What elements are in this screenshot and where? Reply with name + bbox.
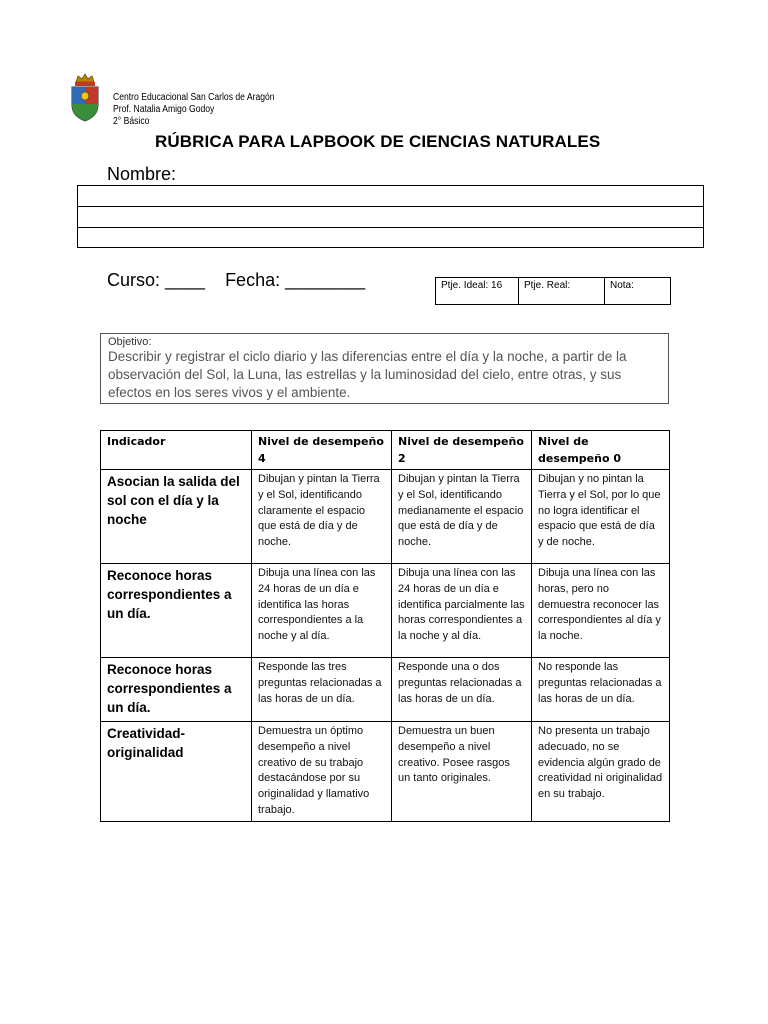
header-nivel-4: Nivel de desempeño 4 (252, 431, 392, 470)
header-indicador: Indicador (101, 431, 252, 470)
objective-box (100, 333, 669, 404)
header-nivel-2: Nivel de desempeño 2 (392, 431, 532, 470)
level-0-cell: Dibuja una línea con las horas, pero no demuestra reconocer las correspondientes al día y la noche. (532, 564, 670, 658)
level-4-cell: Responde las tres preguntas relacionadas a las horas de un día. (252, 658, 392, 722)
rubric-table (100, 430, 670, 822)
level-2-cell: Dibuja una línea con las 24 horas de un día e identifica parcialmente las horas correspondientes a la noche y al día. (392, 564, 532, 658)
indicator-cell: Reconoce horas correspondientes a un día. (101, 658, 252, 722)
rubric-header-row (101, 431, 670, 470)
level-4-cell: Dibujan y pintan la Tierra y el Sol, identificando claramente el espacio que está de día y de noche. (252, 470, 392, 564)
teacher-name: Prof. Natalia Amigo Godoy (113, 104, 215, 115)
name-line-1[interactable] (78, 186, 703, 207)
level-0-cell: No presenta un trabajo adecuado, no se evidencia algún grado de creatividad ni originalidad en su trabajo. (532, 722, 670, 822)
objective-text: Describir y registrar el ciclo diario y las diferencias entre el día y la noche, a partir de la observación del Sol, la Luna, las estrellas y la luminosidad del cielo, entre otras, y sus efectos en los seres vivos y el ambiente. (108, 349, 627, 400)
grade-level: 2° Básico (113, 116, 150, 127)
school-crest-icon (68, 72, 102, 124)
school-info (113, 92, 275, 128)
table-row (101, 658, 670, 722)
level-4-cell: Dibuja una línea con las 24 horas de un día e identifica las horas correspondientes a la noche y al día. (252, 564, 392, 658)
table-row (101, 564, 670, 658)
level-0-cell: No responde las preguntas relacionadas a las horas de un día. (532, 658, 670, 722)
page-title: RÚBRICA PARA LAPBOOK DE CIENCIAS NATURALES (155, 132, 601, 151)
school-name: Centro Educacional San Carlos de Aragón (113, 92, 275, 103)
nombre-label: Nombre: (107, 164, 177, 184)
level-2-cell: Responde una o dos preguntas relacionadas a las horas de un día. (392, 658, 532, 722)
table-row (101, 470, 670, 564)
score-nota[interactable]: Nota: (610, 280, 634, 291)
score-box (435, 277, 671, 305)
level-2-cell: Dibujan y pintan la Tierra y el Sol, identificando medianamente el espacio que está de día y de noche. (392, 470, 532, 564)
level-2-cell: Demuestra un buen desempeño a nivel creativo. Posee rasgos un tanto originales. (392, 722, 532, 822)
indicator-cell: Reconoce horas correspondientes a un día. (101, 564, 252, 658)
header-nivel-0: Nivel de desempeño 0 (532, 431, 670, 470)
objective-label: Objetivo: (108, 336, 152, 348)
level-0-cell: Dibujan y no pintan la Tierra y el Sol, por lo que no logra identificar el espacio que está de día y de noche. (532, 470, 670, 564)
score-ideal: Ptje. Ideal: 16 (436, 278, 519, 304)
name-field-box[interactable] (77, 185, 704, 248)
indicator-cell: Creatividad-originalidad (101, 722, 252, 822)
score-real[interactable]: Ptje. Real: (519, 278, 605, 304)
name-line-2[interactable] (78, 207, 703, 228)
curso-fecha-line: Curso: ____ Fecha: ________ (107, 270, 366, 290)
table-row (101, 722, 670, 822)
indicator-cell: Asocian la salida del sol con el día y la noche (101, 470, 252, 564)
level-4-cell: Demuestra un óptimo desempeño a nivel creativo de su trabajo destacándose por su originalidad y llamativo trabajo. (252, 722, 392, 822)
